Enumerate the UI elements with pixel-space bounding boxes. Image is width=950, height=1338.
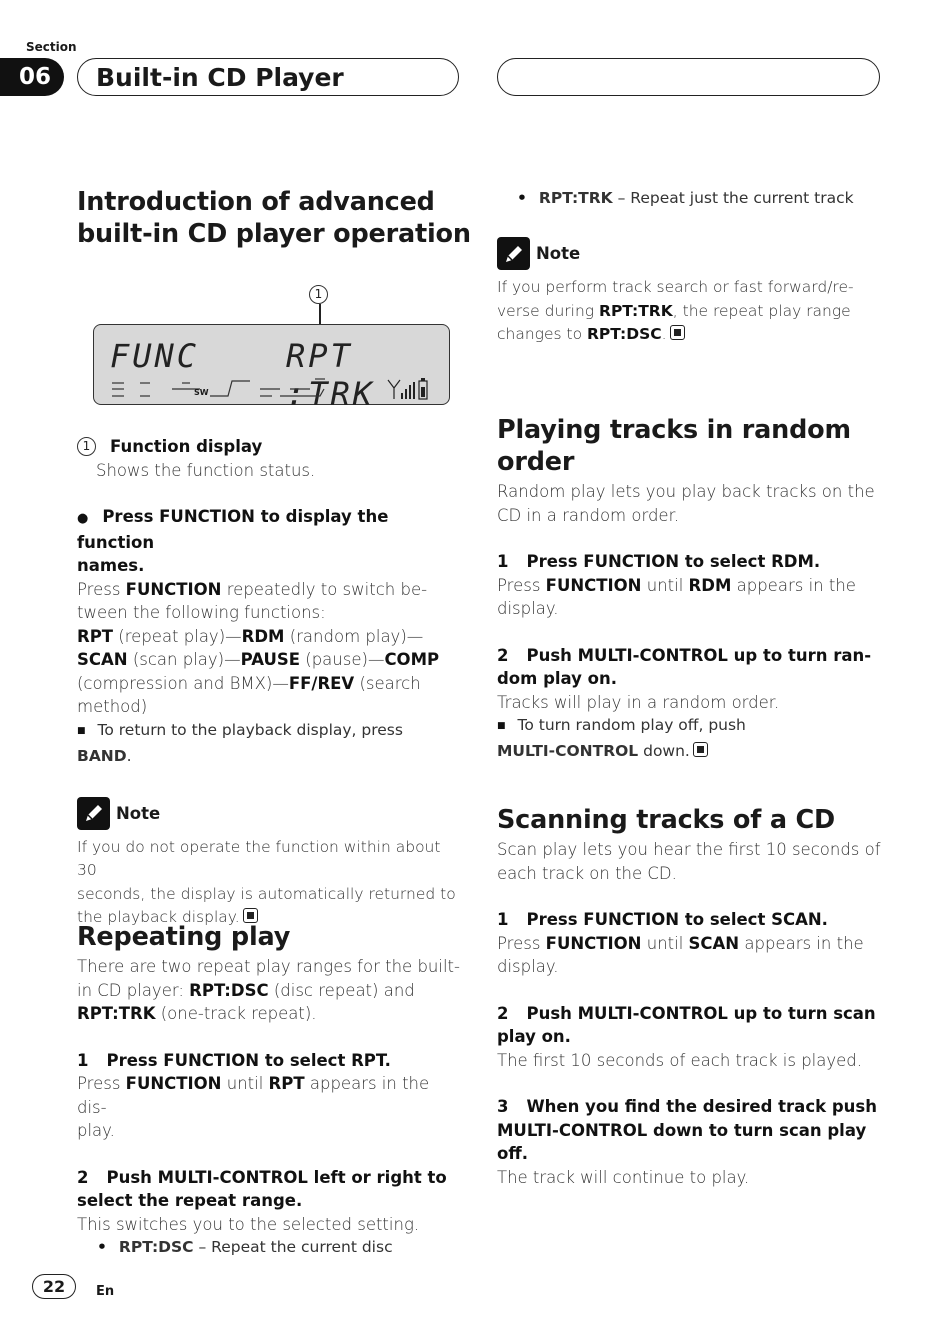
random-off-tip: ■ To turn random play off, push bbox=[497, 714, 887, 740]
t: Press FUNCTION to select RDM. bbox=[526, 552, 821, 571]
t: (one-track repeat). bbox=[155, 1004, 317, 1023]
t: seconds, the display is automatically returned to bbox=[77, 884, 456, 903]
repeat-step1-head bbox=[77, 1049, 462, 1073]
function-body bbox=[77, 578, 462, 719]
scan-section bbox=[497, 804, 887, 1189]
t: play on. bbox=[497, 1027, 571, 1046]
language-code: En bbox=[96, 1284, 115, 1299]
lcd-segment-indicators bbox=[110, 375, 430, 401]
kw: FUNCTION bbox=[545, 575, 642, 595]
random-off-tip-2 bbox=[497, 740, 887, 763]
repeat-step2-head bbox=[77, 1166, 462, 1213]
t: Press bbox=[77, 1074, 126, 1093]
t: Scan play lets you hear the first 10 seconds of bbox=[497, 840, 881, 859]
function-step-head-line1: Press FUNCTION to display the function bbox=[77, 507, 389, 552]
section-label: Section bbox=[26, 40, 77, 54]
t: Press bbox=[497, 933, 546, 953]
right-column-top bbox=[497, 187, 887, 347]
t: until bbox=[641, 933, 689, 953]
kw: FUNCTION bbox=[125, 1074, 222, 1093]
kw: RDM bbox=[688, 575, 732, 595]
pencil-note-icon bbox=[497, 237, 530, 270]
scan-step1-head bbox=[497, 908, 887, 932]
t: There are two repeat play ranges for the built- bbox=[77, 957, 460, 976]
step-number: 1 bbox=[497, 552, 509, 571]
t: play. bbox=[77, 1121, 115, 1140]
return-tip bbox=[77, 719, 462, 768]
step-number: 1 bbox=[497, 910, 509, 929]
kw: RPT:DSC bbox=[587, 325, 662, 343]
step-number: 2 bbox=[77, 1167, 89, 1187]
t: in CD player: bbox=[77, 980, 190, 1000]
t: (pause)— bbox=[300, 650, 385, 669]
t: appears in the bbox=[739, 933, 864, 953]
step-number: 1 bbox=[77, 1050, 89, 1070]
note-header-2 bbox=[497, 237, 887, 270]
legend-row bbox=[77, 435, 462, 459]
scan-step1-body bbox=[497, 932, 887, 979]
lcd-display-illustration bbox=[93, 324, 450, 413]
function-step-head-line2: names. bbox=[77, 556, 145, 575]
page-number: 22 bbox=[32, 1274, 76, 1299]
signal-battery-icon bbox=[386, 377, 432, 401]
kw: RPT:DSC bbox=[118, 1238, 194, 1256]
t: changes to bbox=[497, 325, 587, 343]
t: If you perform track search or fast forward/re- bbox=[497, 278, 854, 296]
kw: RPT:TRK bbox=[599, 301, 673, 320]
kw: RPT bbox=[268, 1074, 305, 1093]
t: Random play lets you play back tracks on the bbox=[497, 482, 875, 501]
t: each track on the CD. bbox=[497, 863, 677, 883]
t: Push MULTI-CONTROL left or right to bbox=[106, 1167, 447, 1187]
t: repeatedly to switch be- bbox=[221, 579, 428, 599]
kw: RPT:DSC bbox=[189, 980, 269, 1000]
t: until bbox=[221, 1074, 269, 1093]
random-step2-body: Tracks will play in a random order. bbox=[497, 692, 780, 712]
kw: MULTI-CONTROL bbox=[497, 742, 639, 760]
function-step-head bbox=[77, 505, 462, 578]
lcd-left-text: FUNC bbox=[110, 337, 200, 375]
kw-rpt: RPT bbox=[77, 626, 114, 646]
bullet-dot: ● bbox=[77, 511, 89, 526]
t: tween the following functions: bbox=[77, 603, 326, 622]
random-step1-body bbox=[497, 574, 887, 621]
t: Push MULTI-CONTROL up to turn ran- bbox=[526, 645, 872, 665]
kw-scan: SCAN bbox=[77, 650, 128, 669]
repeat-step2-body: This switches you to the selected setting. bbox=[77, 1214, 420, 1234]
random-intro bbox=[497, 480, 887, 527]
scan-heading: Scanning tracks of a CD bbox=[497, 805, 835, 835]
t: – Repeat the current disc bbox=[193, 1238, 393, 1256]
kw: RPT:TRK bbox=[538, 189, 613, 207]
kw: SCAN bbox=[688, 933, 740, 953]
t: MULTI-CONTROL down to turn scan play bbox=[497, 1120, 867, 1140]
intro-heading-line1: Introduction of advanced bbox=[77, 187, 435, 217]
t: – Repeat just the current track bbox=[612, 189, 854, 207]
scan-step3-body: The track will continue to play. bbox=[497, 1167, 750, 1187]
intro-heading bbox=[77, 186, 471, 250]
t: verse during bbox=[497, 301, 600, 320]
intro-heading-line2: built-in CD player operation bbox=[77, 219, 471, 249]
repeat-step1-body bbox=[77, 1072, 462, 1143]
t: down. bbox=[638, 742, 690, 760]
intro-body bbox=[77, 435, 462, 930]
note-text bbox=[77, 836, 462, 930]
step-number: 2 bbox=[497, 1003, 509, 1023]
note-header bbox=[77, 797, 462, 830]
pencil-note-icon bbox=[77, 797, 110, 830]
t: Press bbox=[497, 575, 546, 595]
random-heading: Playing tracks in random order bbox=[497, 415, 851, 477]
scan-step2-head bbox=[497, 1002, 887, 1049]
scan-step3-head bbox=[497, 1095, 887, 1166]
t: Push MULTI-CONTROL up to turn scan bbox=[526, 1003, 876, 1023]
t: (scan play)— bbox=[127, 650, 241, 669]
t: dom play on. bbox=[497, 669, 618, 688]
kw: RPT:TRK bbox=[77, 1004, 156, 1023]
header-blank-pill bbox=[497, 58, 880, 96]
kw-ffrev: FF/REV bbox=[288, 673, 355, 693]
lcd-right-text: RPT :TRK bbox=[286, 337, 376, 413]
section-number-badge: 06 bbox=[0, 58, 64, 96]
repeat-section bbox=[77, 921, 462, 1259]
note-label: Note bbox=[116, 803, 161, 823]
t: . bbox=[126, 746, 132, 765]
t: appears in the dis- bbox=[77, 1074, 430, 1117]
legend-number: 1 bbox=[77, 437, 96, 456]
t: Press bbox=[77, 579, 126, 599]
t: method) bbox=[77, 697, 148, 716]
note-label: Note bbox=[536, 244, 581, 263]
repeat-intro bbox=[77, 955, 462, 1026]
random-section bbox=[497, 414, 887, 763]
step-number: 2 bbox=[497, 645, 509, 665]
kw-comp: COMP bbox=[384, 650, 440, 669]
repeat-note-text bbox=[497, 276, 887, 347]
t: When you find the desired track push bbox=[526, 1097, 877, 1116]
t: off. bbox=[497, 1144, 528, 1163]
step-number: 3 bbox=[497, 1097, 509, 1116]
repeat-option-disc bbox=[77, 1236, 462, 1259]
end-mark-icon bbox=[693, 742, 708, 757]
random-step2-head bbox=[497, 644, 887, 691]
end-mark-icon bbox=[670, 325, 685, 340]
t: If you do not operate the function within about 30 bbox=[77, 837, 441, 879]
kw-band: BAND bbox=[77, 746, 127, 765]
random-step1-head bbox=[497, 550, 887, 574]
scan-step2-body: The first 10 seconds of each track is played. bbox=[497, 1050, 862, 1070]
t: , the repeat play range bbox=[672, 301, 851, 320]
t: display. bbox=[497, 599, 559, 618]
kw-pause: PAUSE bbox=[240, 650, 301, 669]
legend-desc: Shows the function status. bbox=[96, 460, 316, 480]
repeat-option-track bbox=[497, 187, 887, 210]
t: Press FUNCTION to select RPT. bbox=[106, 1050, 391, 1070]
t: (repeat play)— bbox=[113, 626, 242, 646]
t: until bbox=[641, 575, 689, 595]
scan-intro bbox=[497, 838, 887, 885]
callout-number: 1 bbox=[309, 285, 328, 304]
kw: FUNCTION bbox=[545, 933, 642, 953]
t: To return to the playback display, press bbox=[97, 720, 403, 739]
chapter-title: Built-in CD Player bbox=[77, 58, 459, 96]
t: Press FUNCTION to select SCAN. bbox=[526, 910, 828, 929]
t: display. bbox=[497, 957, 559, 976]
repeat-heading: Repeating play bbox=[77, 922, 291, 952]
t: select the repeat range. bbox=[77, 1191, 303, 1210]
t: the playback display. bbox=[77, 908, 240, 926]
lcd-sw-label: SW bbox=[194, 388, 209, 397]
t: (disc repeat) and bbox=[268, 980, 415, 1000]
t: appears in the bbox=[731, 575, 856, 595]
t: (search bbox=[354, 673, 421, 693]
legend-title: Function display bbox=[110, 437, 263, 456]
kw-rdm: RDM bbox=[241, 626, 285, 646]
t: (compression and BMX)— bbox=[77, 673, 289, 693]
kw-function: FUNCTION bbox=[125, 579, 222, 599]
t: CD in a random order. bbox=[497, 505, 680, 525]
t: . bbox=[661, 325, 667, 343]
t: (random play)— bbox=[284, 626, 424, 646]
